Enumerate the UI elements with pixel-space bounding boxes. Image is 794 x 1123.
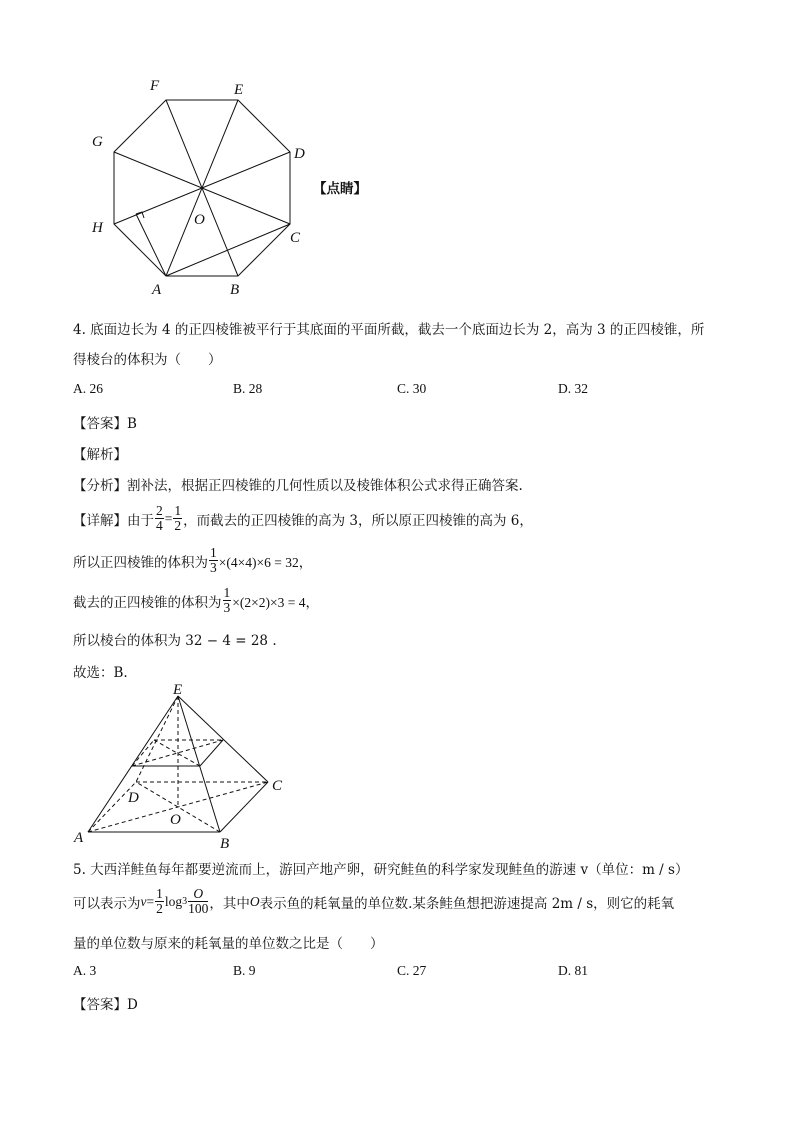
q4-choose: 故选：B. — [73, 665, 128, 681]
fraction-numerator: 1 — [174, 503, 182, 518]
label-D: D — [294, 146, 305, 162]
label-A: A — [74, 830, 84, 846]
edge-EA — [88, 696, 178, 832]
equals-sign: = — [164, 510, 173, 526]
q5-stem-line2 — [73, 887, 674, 916]
label-E: E — [173, 682, 183, 698]
q4-vol2-expr: ×(2×2)×3 = 4， — [232, 594, 319, 610]
q4-detail-b: ，而截去的正四棱锥的高为 3，所以原正四棱锥的高为 6， — [183, 512, 533, 529]
label-D: D — [128, 790, 139, 806]
q5-option-c: C. 27 — [397, 963, 427, 978]
label-H: H — [92, 220, 103, 236]
q4-volume-line3: 所以棱台的体积为 32 − 4 = 28 . — [73, 633, 277, 649]
q4-detail-line1 — [73, 504, 533, 533]
fraction-denominator: 4 — [156, 518, 163, 534]
fraction-numerator: 2 — [156, 503, 163, 518]
q5-line2-b: ，其中 — [209, 895, 250, 912]
fraction-denominator: 3 — [223, 600, 231, 616]
q4-detail-tag: 【详解】 — [73, 512, 127, 529]
fraction-1-3 — [209, 546, 218, 575]
edge-BC — [220, 782, 268, 832]
pyramid-figure — [70, 682, 300, 852]
q4-volume-line1 — [73, 546, 312, 575]
log-base: 3 — [182, 896, 188, 908]
q4-analysis: 【分析】割补法，根据正四棱锥的几何性质以及棱锥体积公式求得正确答案. — [73, 478, 523, 494]
fraction-numerator: 1 — [223, 585, 231, 600]
q4-option-b: B. 28 — [233, 381, 263, 396]
hint-label: 【点睛】 — [313, 181, 367, 197]
fraction-denominator: 2 — [174, 518, 182, 534]
q4-answer: 【答案】B — [73, 416, 137, 432]
label-O: O — [170, 812, 181, 828]
q5-stem-line3: 量的单位数与原来的耗氧量的单位数之比是（ ） — [73, 936, 384, 952]
fraction-denominator: 2 — [156, 901, 163, 917]
label-C: C — [290, 230, 301, 246]
fraction-1-2 — [155, 887, 164, 916]
fraction-denominator: 100 — [188, 901, 209, 917]
fraction-numerator: 1 — [156, 886, 163, 901]
label-A: A — [152, 282, 162, 298]
q4-option-c: C. 30 — [397, 381, 427, 396]
q5-line2-a: 可以表示为 — [73, 895, 141, 912]
q5-option-d: D. 81 — [558, 963, 588, 978]
fraction-1-2 — [173, 504, 182, 533]
q4-stem-line2: 得棱台的体积为（ ） — [73, 352, 222, 368]
label-E: E — [234, 82, 244, 98]
q5-answer: 【答案】D — [73, 997, 138, 1013]
var-v: v — [140, 893, 147, 909]
fraction-numerator: O — [188, 887, 208, 902]
q5-option-b: B. 9 — [233, 963, 256, 978]
segment-AH-perp — [136, 214, 166, 276]
q4-stem-line1: 4. 底面边长为 4 的正四棱锥被平行于其底面的平面所截，截去一个底面边长为 2，高为 3 的正四棱锥，所 — [73, 322, 705, 338]
fraction-numerator: 1 — [210, 545, 217, 560]
label-O: O — [194, 212, 205, 228]
label-B: B — [230, 282, 240, 298]
label-F: F — [150, 78, 160, 94]
fraction-O-100 — [188, 887, 208, 916]
q5-stem-line1: 5. 大西洋鲑鱼每年都要逆流而上，游回产地产卵，研究鲑鱼的科学家发现鲑鱼的游速 v（单位：m / s） — [73, 862, 689, 878]
q4-option-a: A. 26 — [73, 381, 103, 396]
label-C: C — [272, 778, 283, 794]
q5-line2-c: 表示鱼的耗氧量的单位数.某条鲑鱼想把游速提高 2m / s，则它的耗氧 — [259, 895, 675, 912]
octagon-figure — [80, 72, 340, 300]
log-text: log — [164, 893, 183, 909]
q4-option-d: D. 32 — [558, 381, 588, 396]
q4-vol1-expr: ×(4×4)×6 = 32， — [218, 554, 313, 570]
label-G: G — [92, 134, 103, 150]
small-right — [200, 740, 223, 766]
label-B: B — [220, 836, 230, 852]
q4-vol2-pre: 截去的正四棱锥的体积为 — [73, 594, 222, 611]
var-O: O — [249, 893, 260, 909]
edge-ED — [136, 696, 178, 782]
q4-analysis-tag: 【解析】 — [73, 447, 127, 463]
q4-volume-line2 — [73, 586, 319, 615]
q4-detail-a: 由于 — [127, 512, 154, 529]
q4-vol1-pre: 所以正四棱锥的体积为 — [73, 554, 208, 571]
q5-option-a: A. 3 — [73, 963, 97, 978]
fraction-1-3 — [223, 586, 232, 615]
fraction-denominator: 3 — [210, 560, 217, 576]
fraction-2-4 — [155, 504, 164, 533]
equals-sign: = — [146, 893, 155, 909]
